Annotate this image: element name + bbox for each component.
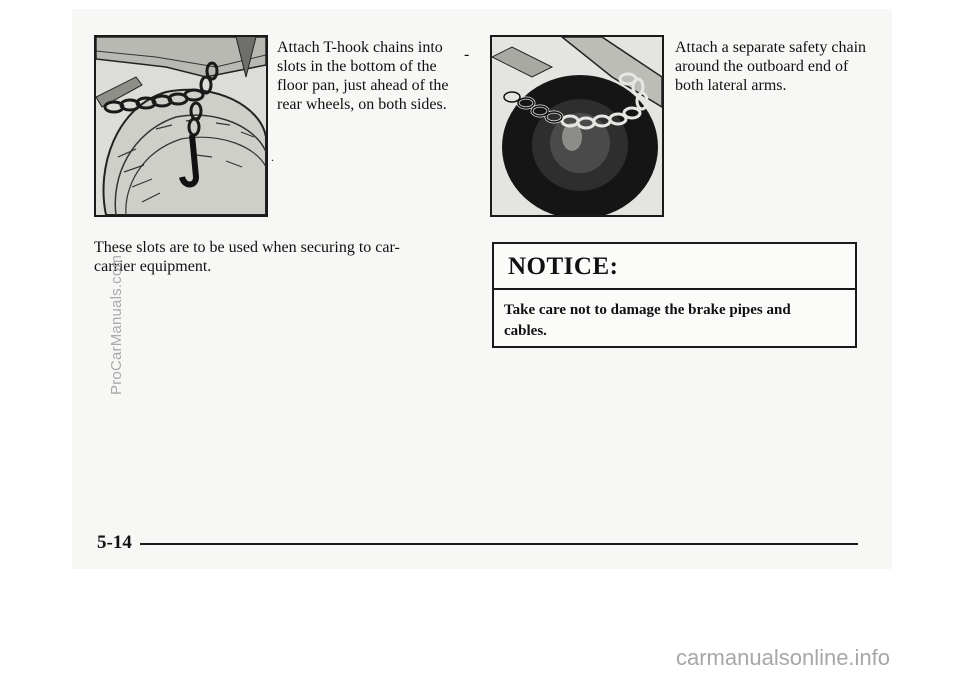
bottom-watermark: carmanualsonline.info xyxy=(676,645,891,670)
notice-body: Take care not to damage the brake pipes and cables. xyxy=(504,302,791,339)
footer-rule xyxy=(140,543,858,545)
notice-title: NOTICE: xyxy=(494,244,855,290)
t-hook-chain-drawing xyxy=(96,37,266,215)
t-hook-chain-illustration xyxy=(94,35,268,217)
notice-box xyxy=(492,242,857,348)
safety-chain-instruction: Attach a separate safety chain around the outboard end of both lateral arms. xyxy=(675,39,867,94)
stray-dash-mark: - xyxy=(464,46,470,63)
side-watermark: ProCarManuals.com xyxy=(108,254,125,395)
slots-usage-note: These slots are to be used when securing to car-carrier equipment. xyxy=(94,239,400,275)
page-number: 5-14 xyxy=(97,532,132,553)
t-hook-instruction: Attach T-hook chains into slots in the bottom of the floor pan, just ahead of the rear wheels, on both sides. xyxy=(277,39,449,113)
stray-dot-mark: . xyxy=(271,150,274,164)
safety-chain-illustration xyxy=(490,35,664,217)
safety-chain-drawing xyxy=(492,37,662,215)
